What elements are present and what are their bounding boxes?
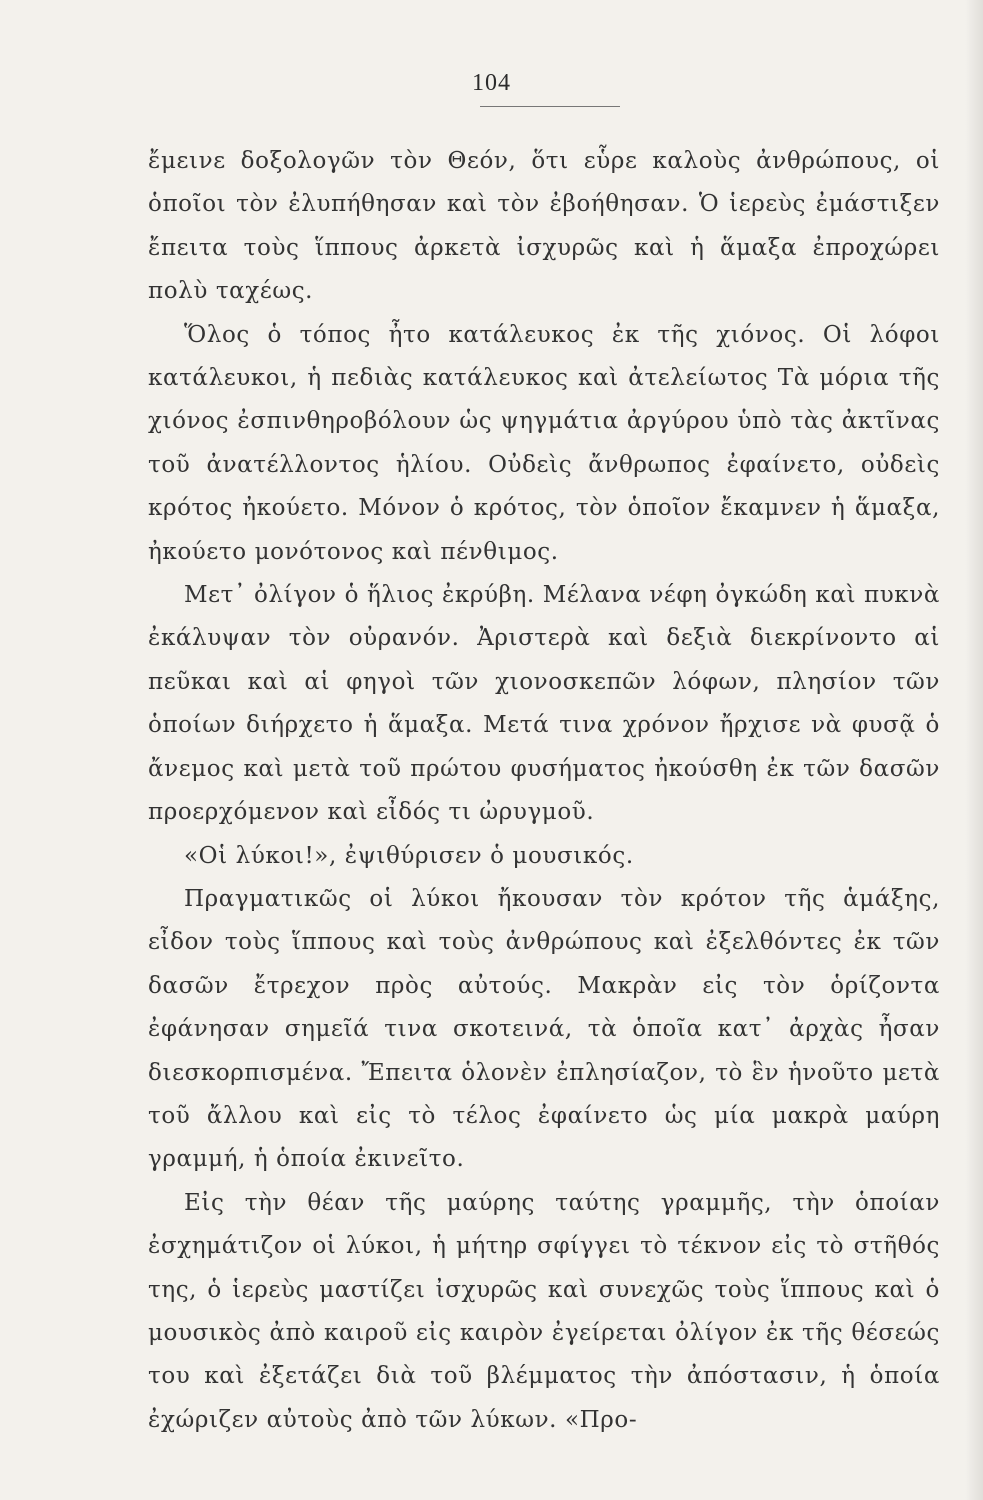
header-rule bbox=[480, 106, 620, 107]
paragraph: Ὅλος ὁ τόπος ἦτο κατάλευκος ἐκ τῆς χιόνος. Οἱ λόφοι κατάλευκοι, ἡ πεδιὰς κατάλευκος καὶ ἀτελείωτος Τὰ μόρια τῆς χιόνος ἐσπινθηροβόλουν ὡς ψηγμάτια ἀργύρου ὑπὸ τὰς ἀκτῖνας τοῦ ἀνατέλλοντος ἡλίου. Οὐδεὶς ἄνθρωπος ἐφαίνετο, οὐδεὶς κρότος ἠκούετο. Μόνον ὁ κρότος, τὸν ὁποῖον ἔκαμνεν ἡ ἅμαξα, ἠκούετο μονότονος καὶ πένθιμος. bbox=[148, 321, 940, 565]
paragraph: ἔμεινε δοξολογῶν τὸν Θεόν, ὅτι εὗρε καλοὺς ἀνθρώπους, οἱ ὁποῖοι τὸν ἐλυπήθησαν καὶ τὸν ἐβοήθησαν. Ὁ ἱερεὺς ἐμάστιξεν ἔπειτα τοὺς ἵππους ἀρκετὰ ἰσχυρῶς καὶ ἡ ἅμαξα ἐπροχώρει πολὺ ταχέως. bbox=[148, 148, 940, 305]
paragraph: Μετ᾽ ὀλίγον ὁ ἥλιος ἐκρύβη. Μέλανα νέφη ὀγκώδη καὶ πυκνὰ ἐκάλυψαν τὸν οὐρανόν. Ἀριστερὰ καὶ δεξιὰ διεκρίνοντο αἱ πεῦκαι καὶ αἱ φηγοὶ τῶν χιονοσκεπῶν λόφων, πλησίον τῶν ὁποίων διήρχετο ἡ ἅμαξα. Μετά τινα χρόνον ἤρχισε νὰ φυσᾷ ὁ ἄνεμος καὶ μετὰ τοῦ πρώτου φυσήματος ἠκούσθη ἐκ τῶν δασῶν προερχόμενον καὶ εἶδός τι ὠρυγμοῦ. bbox=[148, 582, 940, 826]
paragraph: Εἰς τὴν θέαν τῆς μαύρης ταύτης γραμμῆς, τὴν ὁποίαν ἐσχημάτιζον οἱ λύκοι, ἡ μήτηρ σφίγγει τὸ τέκνον εἰς τὸ στῆθός της, ὁ ἱερεὺς μαστίζει ἰσχυρῶς καὶ συνεχῶς τοὺς ἵππους καὶ ὁ μουσικὸς ἀπὸ καιροῦ εἰς καιρὸν ἐγείρεται ὀλίγον ἐκ τῆς θέσεώς του καὶ ἐξετάζει διὰ τοῦ βλέμματος τὴν ἀπόστασιν, ἡ ὁποία ἐχώριζεν αὐτοὺς ἀπὸ τῶν λύκων. «Προ- bbox=[148, 1189, 940, 1433]
page-edge-shadow bbox=[965, 0, 983, 1500]
body-text bbox=[148, 140, 940, 1442]
paragraph: Πραγματικῶς οἱ λύκοι ἤκουσαν τὸν κρότον τῆς ἁμάξης, εἶδον τοὺς ἵππους καὶ τοὺς ἀνθρώπους καὶ ἐξελθόντες ἐκ τῶν δασῶν ἔτρεχον πρὸς αὐτούς. Μακρὰν εἰς τὸν ὁρίζοντα ἐφάνησαν σημεῖά τινα σκοτεινά, τὰ ὁποῖα κατ᾽ ἀρχὰς ἦσαν διεσκορπισμένα. Ἔπειτα ὁλονὲν ἐπλησίαζον, τὸ ἓν ἡνοῦτο μετὰ τοῦ ἄλλου καὶ εἰς τὸ τέλος ἐφαίνετο ὡς μία μακρὰ μαύρη γραμμή, ἡ ὁποία ἐκινεῖτο. bbox=[148, 885, 940, 1173]
paragraph: «Οἱ λύκοι!», ἐψιθύρισεν ὁ μουσικός. bbox=[184, 842, 634, 869]
page-number: 104 bbox=[472, 70, 511, 96]
